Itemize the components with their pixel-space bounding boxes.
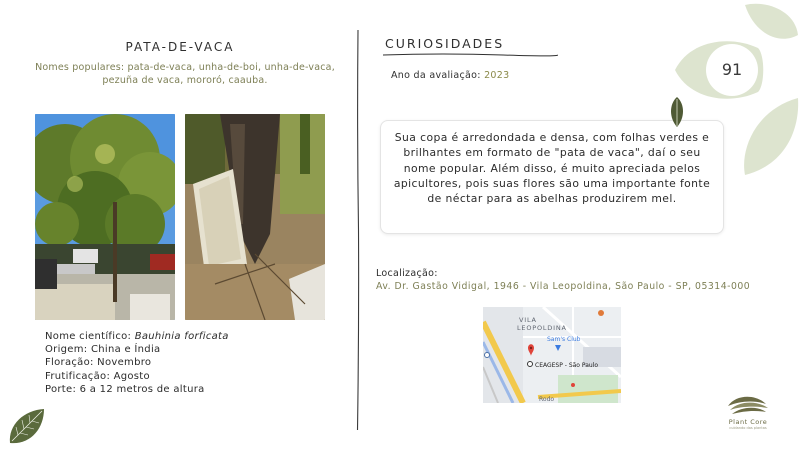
leaf-icon-bottom <box>6 405 48 447</box>
map-area-label-1: VILA <box>519 316 537 324</box>
curiosities-title: CURIOSIDADES <box>385 36 505 51</box>
title-underline <box>383 52 558 58</box>
location-map[interactable] <box>483 307 621 403</box>
vertical-divider <box>355 30 361 430</box>
flowering-line: Floração: Novembro <box>45 357 152 369</box>
curiosity-text: Sua copa é arredondada e densa, com folhas verdes e brilhantes em formato de "pata de vaca", daí o seu nome popular. Além disso, é muito apreciada pelos apicultores, pois suas flores são uma importante fonte de néctar para as abelhas produzirem mel. <box>393 131 711 206</box>
location-address: Av. Dr. Gastão Vidigal, 1946 - Vila Leopoldina, São Paulo - SP, 05314-000 <box>376 281 751 292</box>
popular-names: Nomes populares: pata-de-vaca, unha-de-boi, unha-de-vaca, pezuña de vaca, mororó, caauba. <box>35 62 335 86</box>
scientific-name: Bauhinia forficata <box>134 331 229 342</box>
leaf-icon <box>668 96 686 128</box>
location-label: Localização: <box>376 268 438 279</box>
plant-core-logo <box>720 392 776 438</box>
fruiting-line: Frutificação: Agosto <box>45 370 150 382</box>
scientific-label: Nome científico: <box>45 331 135 342</box>
trunk-photo <box>185 114 325 320</box>
size-line: Porte: 6 a 12 metros de altura <box>45 383 205 395</box>
logo-name: Plant Core <box>728 418 768 426</box>
map-pin-label: CEAGESP - São Paulo <box>535 362 599 369</box>
origin-line: Origem: China e Índia <box>45 344 161 356</box>
year-value: 2023 <box>484 70 510 81</box>
decorative-leaves <box>670 0 800 180</box>
plant-title: PATA-DE-VACA <box>125 40 235 54</box>
page-number-badge: 91 <box>721 60 743 79</box>
scientific-name-line <box>45 330 229 343</box>
evaluation-year <box>391 70 509 81</box>
logo-tagline: cuidando das plantas <box>729 426 767 430</box>
map-area-label-2: LEOPOLDINA <box>517 324 567 332</box>
year-label: Ano da avaliação: <box>391 70 485 81</box>
plant-info <box>45 330 229 396</box>
tree-photo <box>35 114 175 320</box>
map-road-label: Rodo <box>539 396 555 403</box>
map-club-label: Sam's Club <box>547 336 581 343</box>
